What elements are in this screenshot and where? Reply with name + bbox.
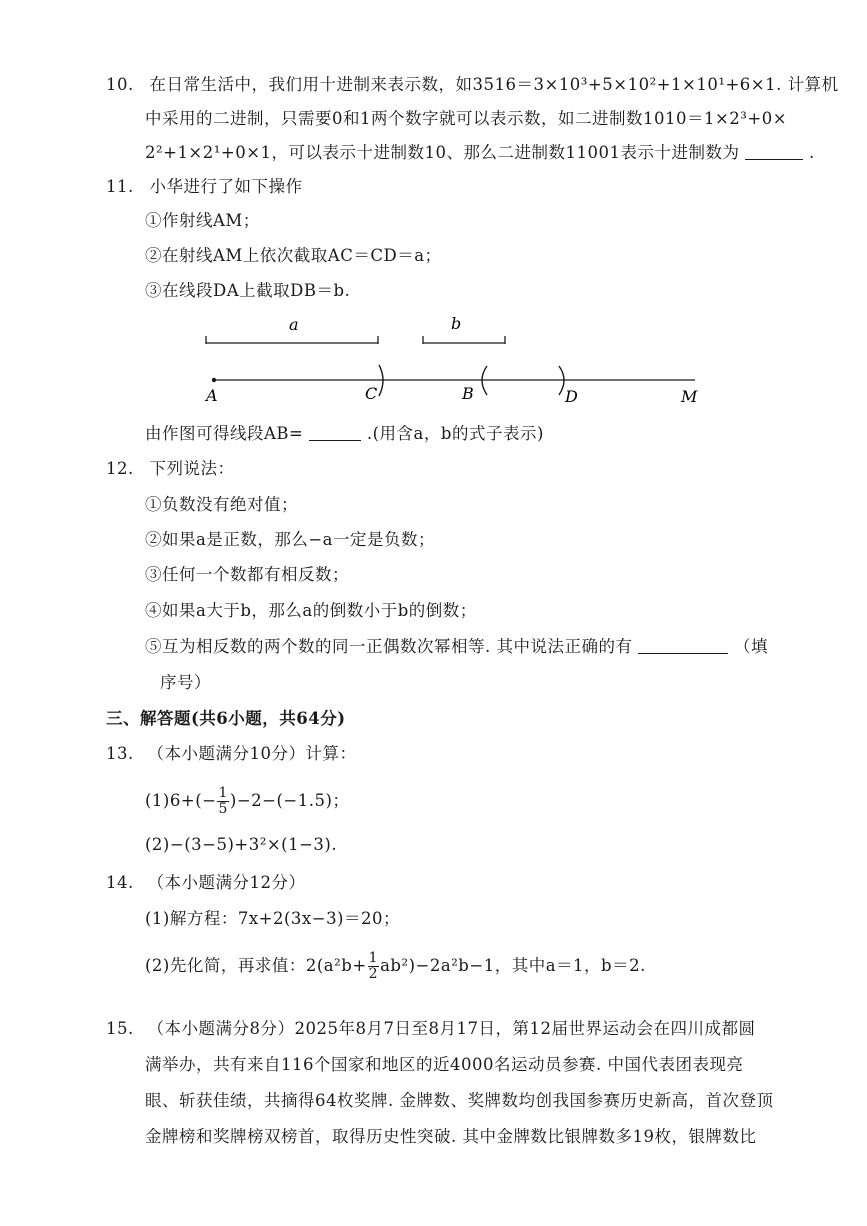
- q10-line1: [106, 74, 839, 96]
- q10-number: 10.: [106, 75, 134, 94]
- q11-answer-line: [145, 423, 544, 445]
- q10-text-2: 中采用的二进制，只需要0和1两个数字就可以表示数，如二进制数1010＝1×2³+0×: [145, 109, 788, 128]
- q15-text-1: （本小题满分8分）2025年8月7日至8月17日，第12届世界运动会在四川成都圆: [147, 1019, 756, 1038]
- q13-fraction-numerator: 1: [218, 785, 228, 801]
- q12-statement-2: ②如果a是正数，那么−a一定是负数；: [145, 530, 435, 549]
- q11-number: 11.: [106, 177, 134, 196]
- q14-fraction-denominator: 2: [368, 966, 379, 982]
- q13-p1-pre: (1)6+(−: [145, 791, 217, 810]
- q11-header: [106, 176, 303, 198]
- q14-p2-post: ab²)−2a²b−1，其中a＝1，b＝2.: [380, 956, 646, 975]
- q14-head: （本小题满分12分）: [147, 873, 306, 892]
- point-a-dot: [212, 378, 216, 382]
- q10-text-1: 在日常生活中，我们用十进制来表示数，如3516＝3×10³+5×10²+1×10¹+6×1. 计算机: [149, 75, 839, 94]
- q13-fraction-denominator: 5: [218, 801, 228, 817]
- q13-fraction: [217, 786, 228, 817]
- q13-part-2: (2)−(3−5)+3²×(1−3).: [145, 835, 338, 854]
- q15-text-3: 眼、斩获佳绩，共摘得64枚奖牌. 金牌数、奖牌数均创我国参赛历史新高，首次登顶: [145, 1091, 774, 1110]
- q14-part-2: [145, 951, 646, 982]
- q15-number: 15.: [106, 1019, 134, 1038]
- point-b-label: B: [462, 384, 474, 403]
- q12-header: [106, 458, 235, 480]
- q13-head: （本小题满分10分）计算：: [147, 744, 357, 763]
- q14-part-1: (1)解方程：7x+2(3x−3)＝20；: [145, 909, 400, 928]
- q12-fill-hint: （填: [734, 637, 768, 656]
- q11-step1: ①作射线AM；: [145, 211, 260, 230]
- q10-text-3: 2²+1×2¹+0×1，可以表示十进制数10、那么二进制数11001表示十进制数为: [145, 143, 740, 162]
- q12-statement-3: ③任何一个数都有相反数；: [145, 565, 349, 584]
- q11-step2: ②在射线AM上依次截取AC＝CD＝a；: [145, 246, 442, 265]
- q11-answer-prefix: 由作图可得线段AB=: [145, 424, 304, 443]
- q10-answer-blank[interactable]: [745, 143, 803, 160]
- q12-statement-5-line: [145, 636, 768, 658]
- q15-line1: [106, 1018, 755, 1040]
- q12-statement-5: ⑤互为相反数的两个数的同一正偶数次幂相等. 其中说法正确的有: [145, 637, 633, 656]
- q14-header: [106, 872, 306, 894]
- q13-header: [106, 743, 357, 765]
- q12-number: 12.: [106, 459, 134, 478]
- q14-p2-pre: (2)先化简，再求值：2(a²b+: [145, 956, 367, 975]
- q11-answer-blank[interactable]: [309, 424, 361, 441]
- q12-statement-5-cont: 序号）: [160, 673, 211, 692]
- q12-intro: 下列说法：: [149, 459, 235, 478]
- point-d-label: D: [565, 387, 578, 406]
- q11-construction-figure: [195, 310, 710, 410]
- q13-p1-post: )−2−(−1.5)；: [229, 791, 350, 810]
- q13-number: 13.: [106, 744, 134, 763]
- q10-line3: [145, 142, 815, 164]
- segment-b-label: b: [451, 314, 462, 333]
- q14-fraction-numerator: 1: [368, 950, 379, 966]
- point-c-label: C: [365, 384, 378, 403]
- q12-statement-4: ④如果a大于b，那么a的倒数小于b的倒数；: [145, 601, 477, 620]
- segment-a-label: a: [289, 315, 299, 334]
- q10-period: .: [809, 143, 815, 162]
- q15-text-4: 金牌榜和奖牌榜双榜首，取得历史性突破. 其中金牌数比银牌数多19枚，银牌数比: [145, 1127, 757, 1146]
- q11-intro: 小华进行了如下操作: [149, 177, 303, 196]
- q14-number: 14.: [106, 873, 134, 892]
- q12-statement-1: ①负数没有绝对值；: [145, 495, 298, 514]
- q11-step3: ③在线段DA上截取DB＝b.: [145, 281, 351, 300]
- q11-answer-suffix: .(用含a，b的式子表示): [366, 424, 544, 443]
- q13-part-1: [145, 786, 349, 817]
- q14-fraction: [368, 951, 379, 982]
- q15-text-2: 满举办，共有来自116个国家和地区的近4000名运动员参赛. 中国代表团表现亮: [145, 1055, 744, 1074]
- section-3-title: 三、解答题(共6小题，共64分): [106, 709, 346, 728]
- q12-answer-blank[interactable]: [638, 637, 728, 654]
- point-a-label: A: [206, 386, 218, 405]
- point-m-label: M: [681, 387, 698, 406]
